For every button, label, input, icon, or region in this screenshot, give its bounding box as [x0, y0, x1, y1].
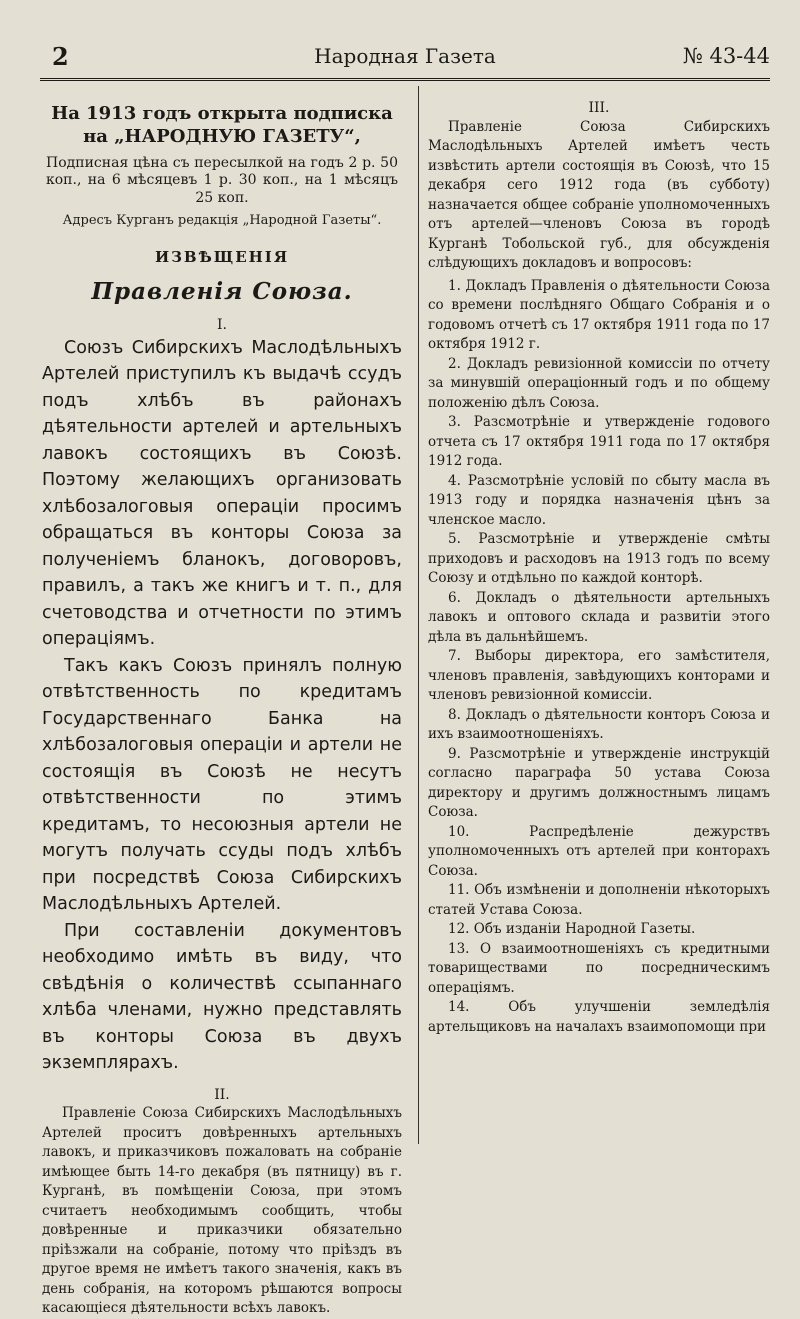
newspaper-name: Народная Газета — [314, 44, 496, 68]
agenda-item: 1. Докладъ Правленія о дѣятельности Союза со времени послѣдняго Общаго Собранія и о годовомъ отчетѣ съ 17 октября 1911 года по 17 октября 1912 г. — [428, 277, 770, 352]
section-2-numeral: II. — [214, 1086, 230, 1103]
agenda-item: 14. Объ улучшеніи земледѣлія артельщиковъ на началахъ взаимопомощи при — [428, 999, 770, 1035]
subscription-address: Адресъ Курганъ редакція „Народной Газеты“. — [62, 213, 382, 229]
page-number: 2 — [52, 42, 69, 71]
issue-number: № 43-44 — [682, 44, 770, 68]
agenda-item: 7. Выборы директора, его замѣстителя, членовъ правленія, завѣдующихъ конторами и членовъ ревизіонной комиссіи. — [428, 648, 770, 703]
agenda-item: 11. Объ измѣненіи и дополненіи нѣкоторыхъ статей Устава Союза. — [428, 882, 770, 918]
agenda-item: 8. Докладъ о дѣятельности конторъ Союза и ихъ взаимоотношеніяхъ. — [428, 706, 770, 742]
agenda-list — [428, 277, 770, 1038]
subscription-title: На 1913 годъ открыта подписка на „НАРОДНУЮ ГАЗЕТУ“, — [51, 103, 393, 148]
agenda-item: 10. Распредѣленіе дежурствъ уполномоченныхъ отъ артелей при конторахъ Союза. — [428, 823, 770, 879]
agenda-item: 3. Разсмотрѣніе и утвержденіе годового отчета съ 17 октября 1911 года по 17 октября 1912 года. — [428, 414, 770, 469]
header-divider — [40, 78, 770, 83]
agenda-item: 12. Объ изданіи Народной Газеты. — [448, 921, 696, 937]
section-1-paragraph-3: При составленіи документовъ необходимо имѣть въ виду, что свѣдѣнія о количествѣ ссыпаннаго хлѣба членами, нужно представлять въ конторы Союза въ двухъ экземплярахъ. — [42, 920, 402, 1074]
right-column — [428, 90, 770, 1037]
section-2-paragraph: Правленіе Союза Сибирскихъ Маслодѣльныхъ Артелей проситъ довѣренныхъ артельныхъ лавокъ, и приказчиковъ пожаловать на собраніе имѣющее быть 14-го декабря (въ пятницу) въ г. Курганѣ, въ помѣщеніи Союза, при этомъ считаетъ необходимымъ сообщить, чтобы довѣренные и приказчики обязательно пріѣзжали на собраніе, потому что пріѣздъ въ другое время не имѣетъ такого значенія, какъ въ день собранія, на которомъ рѣшаются вопросы касающіеся дѣятельности всѣхъ лавокъ. — [42, 1105, 402, 1317]
column-divider — [418, 86, 419, 1144]
agenda-item: 4. Разсмотрѣніе условій по сбыту масла въ 1913 году и порядка назначенія цѣнъ за членское масло. — [428, 472, 770, 528]
section-1-paragraph-2: Такъ какъ Союзъ принялъ полную отвѣтственность по кредитамъ Государственнаго Банка на хлѣбозалоговыя операціи и артели не состоящія въ Союзѣ не несутъ отвѣтственности по этимъ кредитамъ, то несоюзныя артели не могутъ получать ссуды подъ хлѣбъ при посредствѣ Союза Сибирскихъ Маслодѣльныхъ Артелей. — [42, 655, 402, 915]
section-1-paragraph-1: Союзъ Сибирскихъ Маслодѣльныхъ Артелей приступилъ къ выдачѣ ссудъ подъ хлѣбъ въ районахъ дѣятельности артелей и артельныхъ лавокъ состоящихъ въ Союзѣ. Поэтому желающихъ организовать хлѣбозалоговыя операціи просимъ обращаться въ конторы Союза за полученіемъ бланокъ, договоровъ, правилъ, а такъ же книгъ и т. п., для счетоводства и отчетности по этимъ операціямъ. — [42, 337, 402, 650]
agenda-item: 9. Разсмотрѣніе и утвержденіе инструкцій согласно параграфа 50 устава Союза директору и другимъ должностнымъ лицамъ Союза. — [428, 745, 770, 820]
agenda-item: 6. Докладъ о дѣятельности артельныхъ лавокъ и оптового склада и развитіи этого дѣла въ дальнѣйшемъ. — [428, 589, 770, 645]
notices-title: ИЗВѢЩЕНІЯ — [154, 247, 290, 266]
agenda-item: 13. О взаимоотношеніяхъ съ кредитными товариществами по посредническимъ операціямъ. — [428, 940, 770, 996]
page-header — [40, 38, 770, 78]
agenda-item: 2. Докладъ ревизіонной комиссіи по отчету за минувшій операціонный годъ и по общему положенію дѣлъ Союза. — [428, 355, 770, 411]
notices-subtitle: Правленія Союза. — [91, 278, 353, 306]
agenda-item: 5. Разсмотрѣніе и утвержденіе смѣты приходовъ и расходовъ на 1913 годъ по всему Союзу и отдѣльно по каждой конторѣ. — [428, 531, 770, 586]
subscription-prices: Подписная цѣна съ пересылкой на годъ 2 р. 50 коп., на 6 мѣсяцевъ 1 р. 30 коп., на 1 мѣсяцъ 25 коп. — [46, 154, 398, 206]
section-3-numeral: III. — [588, 100, 610, 116]
left-column — [42, 90, 402, 1319]
section-1-numeral: I. — [217, 317, 227, 334]
section-3-intro: Правленіе Союза Сибирскихъ Маслодѣльныхъ Артелей имѣетъ честь извѣстить артели состоящія въ Союзѣ, что 15 декабря сего 1912 года (въ субботу) назначается общее собраніе уполномоченныхъ отъ артелей—членовъ Союза въ городѣ Курганѣ Тобольской губ., для обсужденія слѣдующихъ докладовъ и вопросовъ: — [428, 118, 770, 271]
